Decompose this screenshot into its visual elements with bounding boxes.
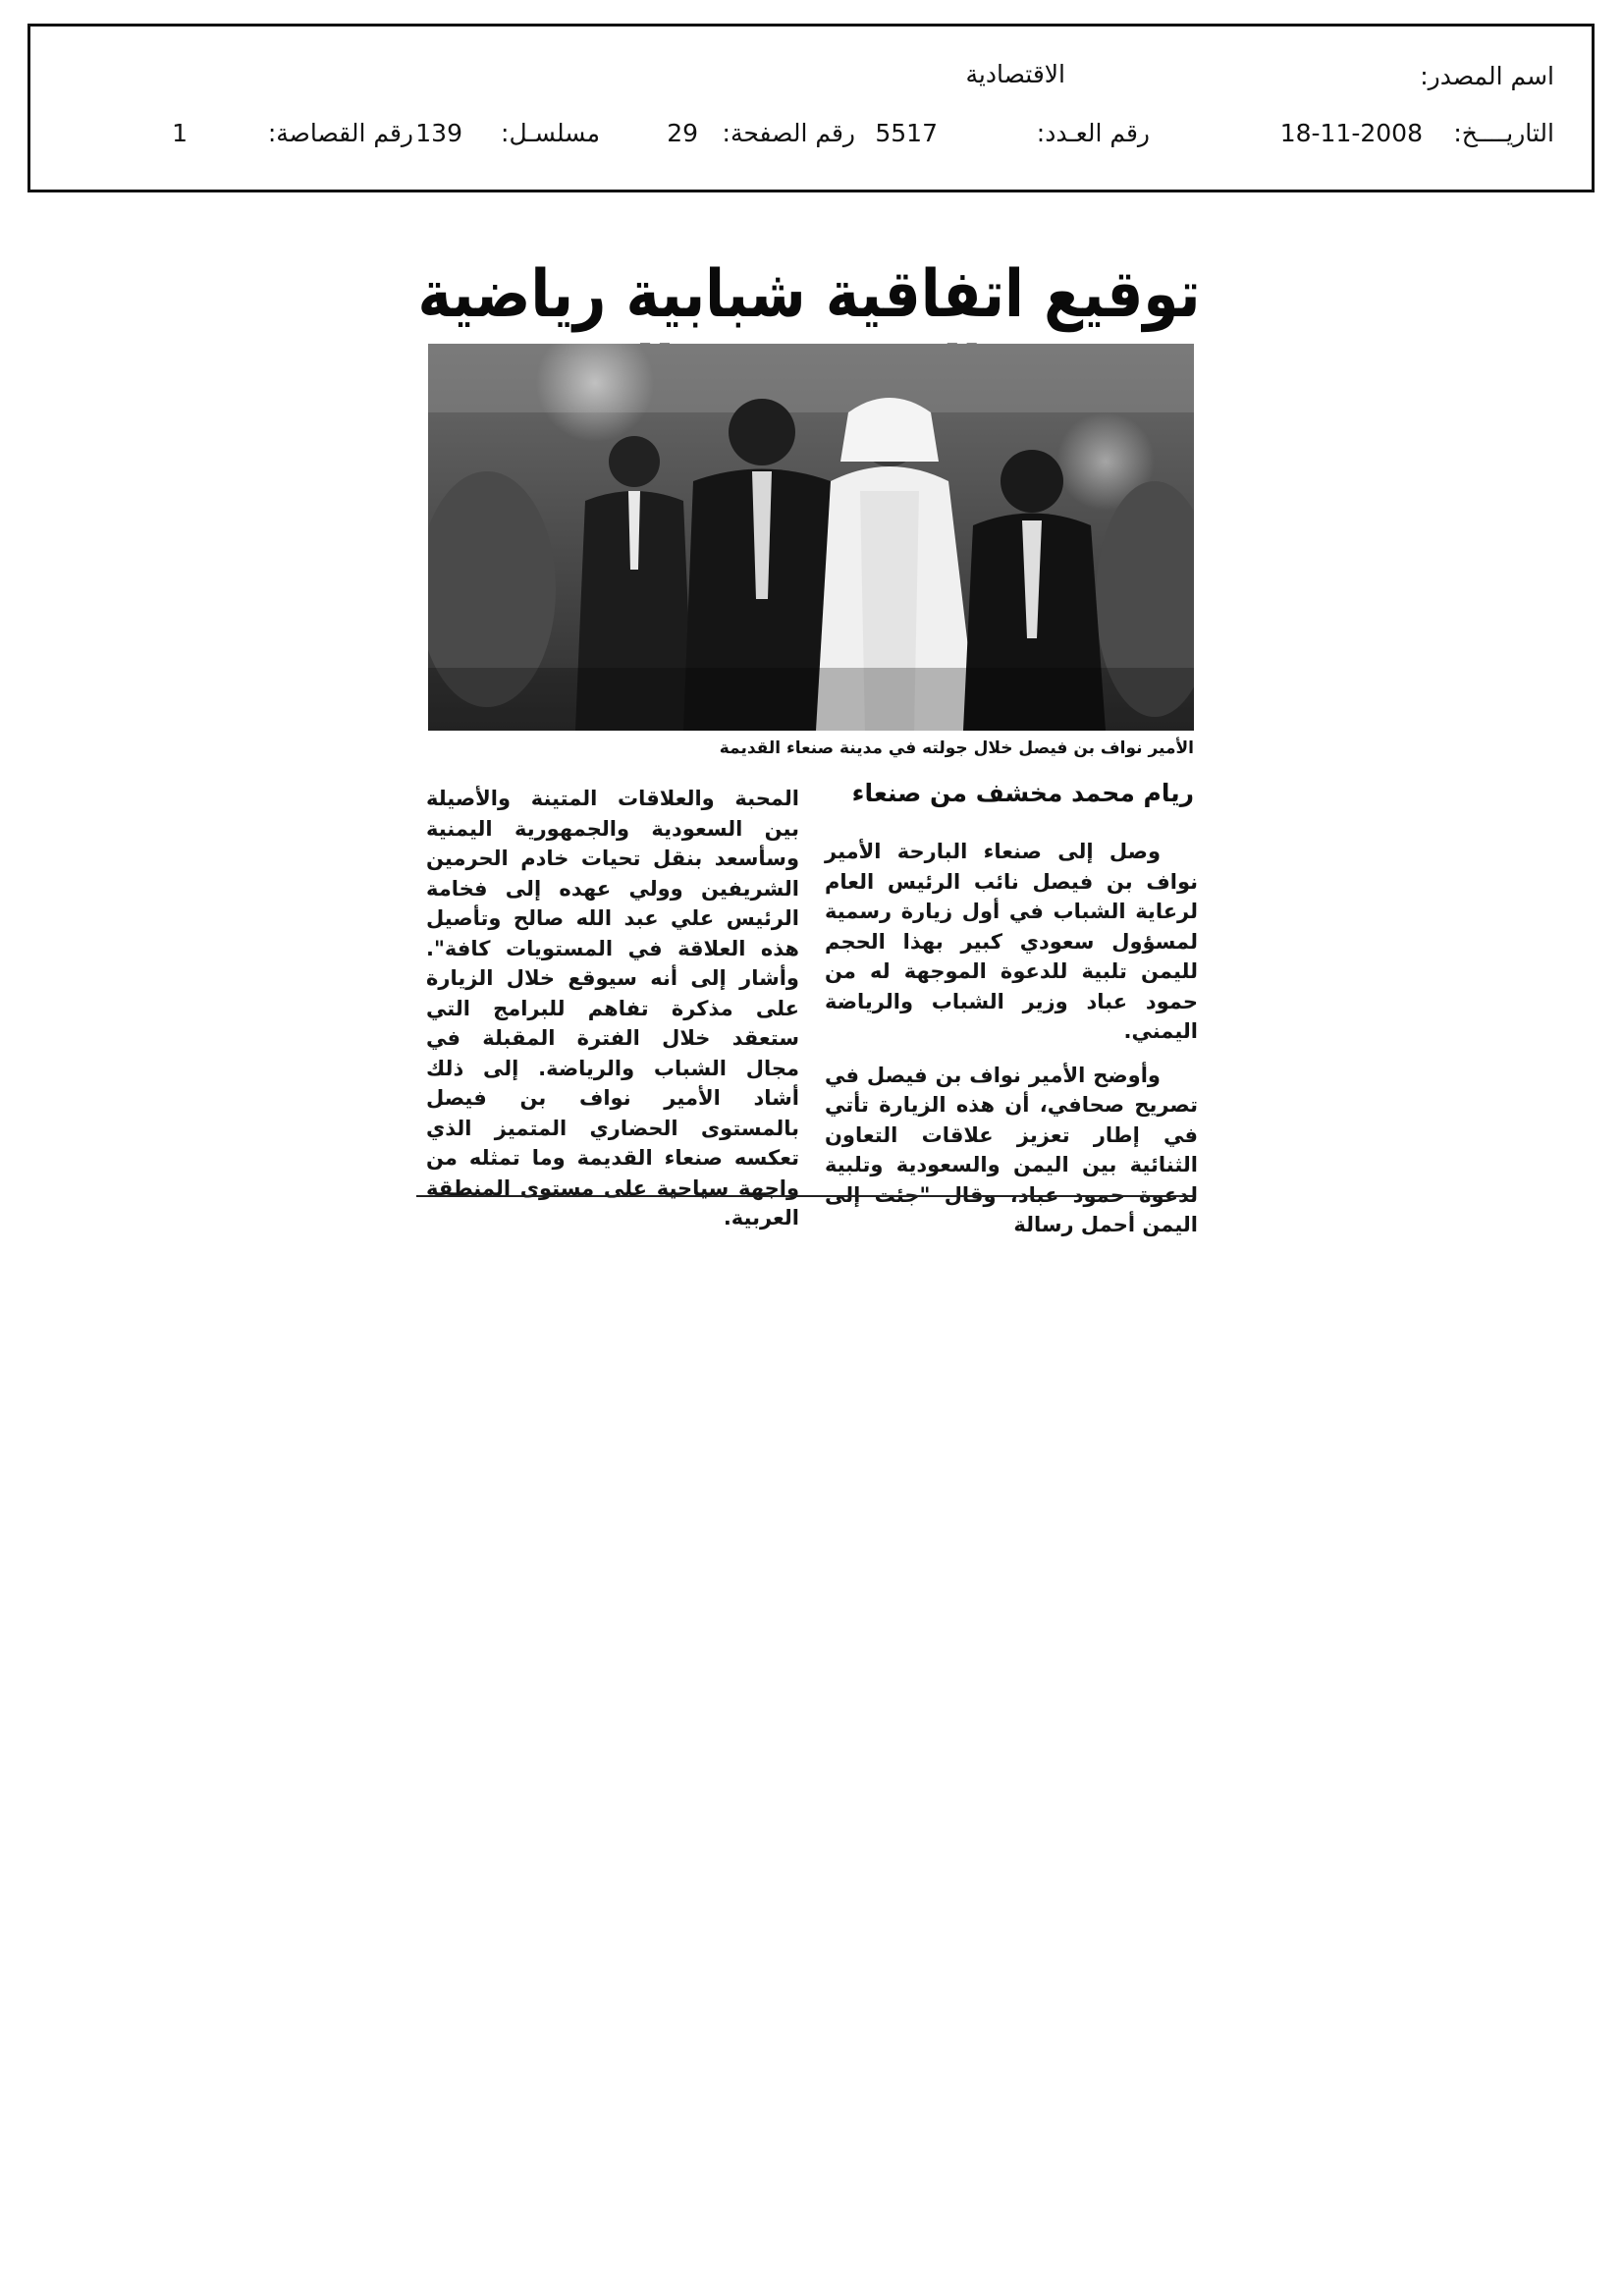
article-byline: ريام محمد مخشف من صنعاء — [851, 779, 1194, 807]
paragraph: وصل إلى صنعاء البارحة الأمير نواف بن فيصل نائب الرئيس العام لرعاية الشباب في أول زيارة رسمية لمسؤول سعودي كبير بهذا الحجم لليمن تلبية للدعوة الموجهة له من حمود عباد وزير الشباب والرياضة اليمني. — [825, 840, 1198, 1043]
date-label: التاريــــخ: — [1453, 119, 1554, 147]
article-column-left — [426, 784, 799, 1247]
source-value: الاقتصادية — [965, 60, 1065, 88]
page-label: رقم الصفحة: — [722, 119, 855, 147]
issue-value: 5517 — [875, 119, 938, 147]
photo-caption: الأمير نواف بن فيصل خلال جولته في مدينة صنعاء القديمة — [719, 738, 1194, 758]
article-bottom-rule — [416, 1195, 1194, 1197]
clip-label: رقم القصاصة: — [267, 119, 413, 147]
page-value: 29 — [667, 119, 698, 147]
source-label: اسم المصدر: — [1420, 62, 1554, 90]
paragraph: المحبة والعلاقات المتينة والأصيلة بين السعودية والجمهورية اليمنية وسأسعد بنقل تحيات خادم الحرمين الشريفين وولي عهده إلى فخامة الرئيس علي عبد الله صالح وتأصيل هذه العلاقة في المستويات كافة". وأشار إلى أنه سيوقع خلال الزيارة على مذكرة تفاهم للبرامج التي ستعقد خلال الفترة المقبلة في مجال الشباب والرياضة. إلى ذلك أشاد الأمير نواف بن فيصل بالمستوى الحضاري المتميز الذي تعكسه صنعاء القديمة وما تمثله من واجهة سياحية على مستوى المنطقة العربية. — [426, 787, 799, 1230]
serial-value: 139 — [415, 119, 462, 147]
date-value: 18-11-2008 — [1279, 119, 1423, 147]
clipping-header — [27, 24, 1595, 192]
issue-label: رقم العـدد: — [1036, 119, 1150, 147]
article-column-right — [825, 837, 1198, 1254]
paragraph: وأوضح الأمير نواف بن فيصل في تصريح صحافي، أن هذه الزيارة تأتي في إطار تعزيز علاقات التعاون الثنائية بين اليمن والسعودية وتلبية لدعوة حمود عباد، وقال "جئت إلى اليمن أحمل رسالة — [825, 1063, 1198, 1236]
serial-label: مسلسـل: — [501, 119, 600, 147]
article-title: توقيع اتفاقية شبابية رياضية — [417, 254, 1201, 332]
article-photo — [428, 344, 1194, 731]
clip-value: 1 — [172, 119, 188, 147]
photo-illustration — [428, 344, 1194, 731]
